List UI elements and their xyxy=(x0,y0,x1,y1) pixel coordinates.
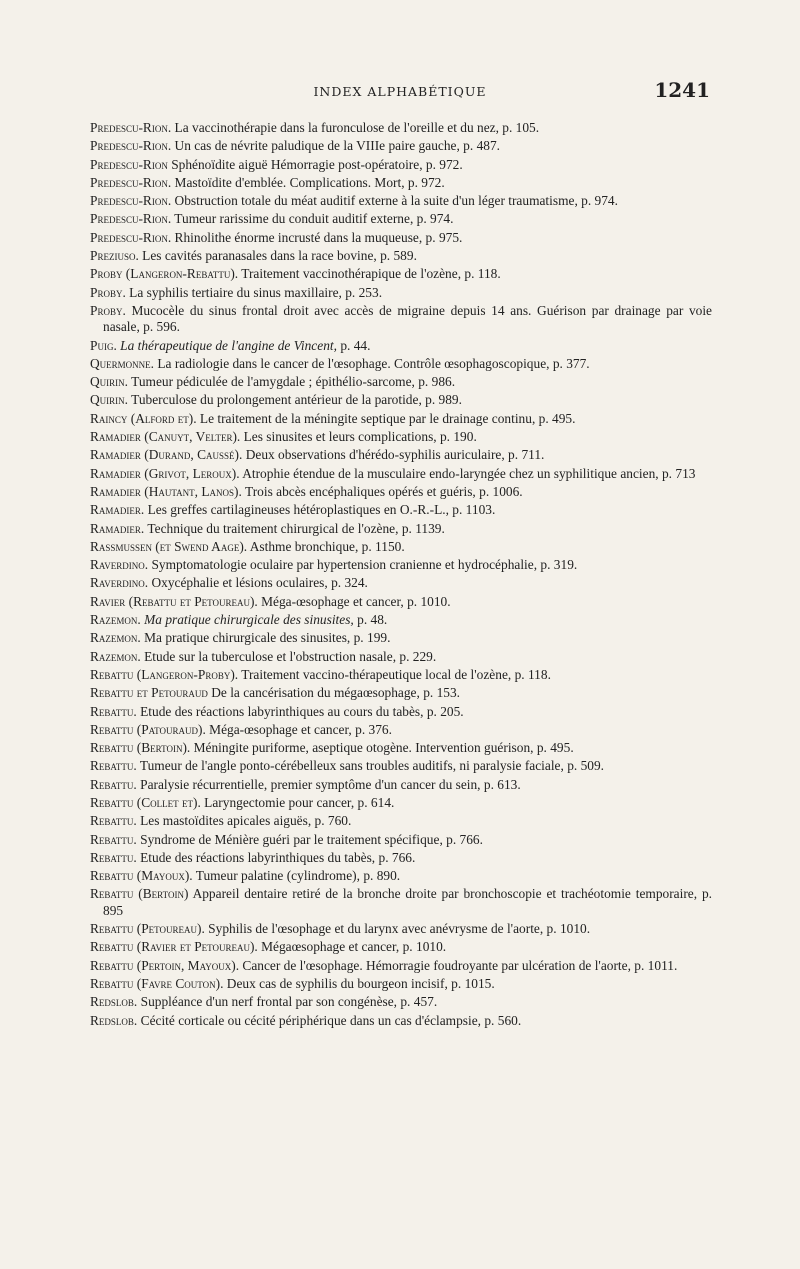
entry-author: Quirin. xyxy=(90,374,129,390)
entry-author: Raverdino. xyxy=(90,575,149,591)
entry-author: Rebattu (Favre Couton). xyxy=(90,975,224,991)
index-entry xyxy=(90,120,712,136)
entry-author: Rebattu (Mayoux). xyxy=(90,868,193,884)
entry-author: Predescu-Rion. xyxy=(90,120,172,135)
entry-author: Razemon. xyxy=(90,630,141,646)
entry-author: Proby. xyxy=(90,302,126,318)
entry-author: Ramadier. xyxy=(90,520,145,536)
entry-text: Un cas de névrite paludique de la VIIIe paire gauche, p. 487. xyxy=(171,138,500,154)
index-entry xyxy=(90,374,712,390)
entry-author: Rebattu (Ravier et Petoureau). xyxy=(90,939,258,955)
entry-text: Appareil dentaire retiré de la bronche droite par bronchoscopie et trachéotomie temporaire, p. 895 xyxy=(103,886,712,918)
entry-author: Puig. xyxy=(90,337,117,353)
entry-text: Cécité corticale ou cécité périphérique dans un cas d'éclampsie, p. 560. xyxy=(137,1012,522,1028)
entry-text: Syphilis de l'œsophage et du larynx avec anévrysme de l'aorte, p. 1010. xyxy=(204,921,591,937)
entry-text: Sphénoïdite aiguë Hémorragie post-opératoire, p. 972. xyxy=(167,156,463,172)
entry-text: Méga-œsophage et cancer, p. 1010. xyxy=(257,593,451,609)
running-head: INDEX ALPHABÉTIQUE xyxy=(313,84,487,99)
entry-author: Rassmussen (et Swend Aage). xyxy=(90,538,248,554)
index-entry xyxy=(90,193,712,209)
index-entry xyxy=(90,502,712,518)
entry-text: La radiologie dans le cancer de l'œsophage. Contrôle œsophagoscopique, p. 377. xyxy=(154,355,590,371)
entry-text: Deux cas de syphilis du bourgeon incisif, p. 1015. xyxy=(223,975,495,991)
index-entry xyxy=(90,939,712,955)
index-entry xyxy=(90,447,712,463)
entry-author: Raverdino. xyxy=(90,557,149,573)
entry-author: Rebattu. xyxy=(90,758,137,774)
entry-text: Les greffes cartilagineuses hétéroplastiques en O.-R.-L., p. 1103. xyxy=(144,502,496,518)
index-entry xyxy=(90,704,712,720)
entry-author: Rebattu (Pertoin, Mayoux). xyxy=(90,957,240,973)
index-entry xyxy=(90,429,712,445)
entry-author: Predescu-Rion. xyxy=(90,138,172,154)
index-entry xyxy=(90,795,712,811)
entry-author: Rebattu. xyxy=(90,703,137,719)
entry-text: Tumeur rarissime du conduit auditif externe, p. 974. xyxy=(171,211,454,227)
entry-text: Tumeur palatine (cylindrome), p. 890. xyxy=(192,868,401,884)
index-entry xyxy=(90,868,712,884)
index-entry xyxy=(90,1013,712,1029)
entry-author: Rebattu et Petouraud xyxy=(90,685,208,701)
index-entry xyxy=(90,976,712,992)
index-entry xyxy=(90,958,712,974)
entry-author: Ramadier (Grivot, Leroux). xyxy=(90,465,240,481)
index-entries xyxy=(90,120,712,1031)
entry-author: Redslob. xyxy=(90,1012,138,1028)
index-entry xyxy=(90,356,712,372)
entry-title-italic: La thérapeutique de l'angine de Vincent, xyxy=(116,337,337,353)
entry-text: Tuberculose du prolongement antérieur de la parotide, p. 989. xyxy=(128,392,462,408)
index-entry xyxy=(90,230,712,246)
entry-text: Etude sur la tuberculose et l'obstruction nasale, p. 229. xyxy=(140,648,437,664)
index-entry xyxy=(90,886,712,919)
entry-text: Etude des réactions labyrinthiques au cours du tabès, p. 205. xyxy=(136,703,464,719)
entry-author: Rebattu. xyxy=(90,776,137,792)
entry-text: Mucocèle du sinus frontal droit avec accès de migraine depuis 14 ans. Guérison par drainage par voie nasale, p. 596. xyxy=(103,302,712,335)
entry-text: Les sinusites et leurs complications, p. 190. xyxy=(240,429,477,445)
entry-author: Proby. xyxy=(90,284,126,300)
entry-text: De la cancérisation du mégaœsophage, p. 153. xyxy=(207,685,461,701)
entry-text: Suppléance d'un nerf frontal par son congénèse, p. 457. xyxy=(137,994,438,1010)
entry-author: Rebattu (Langeron-Proby). xyxy=(90,666,239,682)
entry-text: Mastoïdite d'emblée. Complications. Mort, p. 972. xyxy=(171,174,445,190)
index-entry xyxy=(90,740,712,756)
entry-text: Méningite puriforme, aseptique otogène. Intervention guérison, p. 495. xyxy=(190,740,574,756)
entry-text: Méga-œsophage et cancer, p. 376. xyxy=(205,721,392,737)
entry-title-italic: Ma pratique chirurgicale des sinusites, xyxy=(140,612,354,628)
entry-author: Rebattu (Bertoin). xyxy=(90,740,191,756)
index-entry xyxy=(90,411,712,427)
index-entry xyxy=(90,685,712,701)
entry-author: Rebattu (Petoureau). xyxy=(90,921,205,937)
index-entry xyxy=(90,157,712,173)
entry-author: Predescu-Rion. xyxy=(90,229,172,245)
index-entry xyxy=(90,575,712,591)
entry-text: Tumeur pédiculée de l'amygdale ; épithélio-sarcome, p. 986. xyxy=(128,374,456,390)
entry-text: Paralysie récurrentielle, premier symptôme d'un cancer du sein, p. 613. xyxy=(136,776,521,792)
entry-author: Raincy (Alford et). xyxy=(90,410,197,426)
index-entry xyxy=(90,850,712,866)
entry-text: Symptomatologie oculaire par hypertension cranienne et hydrocéphalie, p. 319. xyxy=(148,557,578,573)
entry-author: Quirin. xyxy=(90,392,129,408)
entry-text: Les cavités paranasales dans la race bovine, p. 589. xyxy=(138,248,417,264)
entry-text: Etude des réactions labyrinthiques du tabès, p. 766. xyxy=(136,849,416,865)
entry-text: La syphilis tertiaire du sinus maxillaire, p. 253. xyxy=(125,284,383,300)
index-entry xyxy=(90,539,712,555)
entry-author: Redslob. xyxy=(90,994,138,1010)
index-entry xyxy=(90,338,712,354)
entry-text: p. 48. xyxy=(353,612,388,628)
index-entry xyxy=(90,630,712,646)
entry-text: Atrophie étendue de la musculaire endo-laryngée chez un syphilitique ancien, p. 713 xyxy=(239,465,696,481)
index-entry xyxy=(90,266,712,282)
entry-author: Predescu-Rion xyxy=(90,156,168,172)
entry-author: Razemon. xyxy=(90,648,141,664)
entry-text: Les mastoïdites apicales aiguës, p. 760. xyxy=(136,813,352,829)
page-header xyxy=(90,78,710,108)
entry-author: Razemon. xyxy=(90,612,141,628)
entry-text: Laryngectomie pour cancer, p. 614. xyxy=(200,794,395,810)
entry-text: Oxycéphalie et lésions oculaires, p. 324. xyxy=(148,575,368,591)
index-entry xyxy=(90,758,712,774)
entry-text: Syndrome de Ménière guéri par le traitement spécifique, p. 766. xyxy=(136,831,483,847)
index-entry xyxy=(90,392,712,408)
entry-text: p. 44. xyxy=(336,337,371,353)
entry-author: Predescu-Rion. xyxy=(90,174,172,190)
entry-author: Rebattu. xyxy=(90,831,137,847)
entry-author: Rebattu (Bertoin) xyxy=(90,886,189,902)
index-entry xyxy=(90,484,712,500)
entry-text: Ma pratique chirurgicale des sinusites, p. 199. xyxy=(140,630,391,646)
entry-text: Trois abcès encéphaliques opérés et guéris, p. 1006. xyxy=(241,483,523,499)
entry-text: Rhinolithe énorme incrusté dans la muqueuse, p. 975. xyxy=(171,229,463,245)
entry-author: Rebattu. xyxy=(90,849,137,865)
index-entry xyxy=(90,466,712,482)
index-entry xyxy=(90,285,712,301)
entry-author: Quermonne. xyxy=(90,355,155,371)
entry-author: Ravier (Rebattu et Petoureau). xyxy=(90,593,258,609)
entry-text: La vaccinothérapie dans la furonculose de l'oreille et du nez, p. 105. xyxy=(171,120,540,135)
page-number: 1241 xyxy=(654,78,710,102)
index-entry xyxy=(90,667,712,683)
entry-author: Ramadier. xyxy=(90,502,145,518)
index-entry xyxy=(90,303,712,336)
index-entry xyxy=(90,777,712,793)
entry-author: Predescu-Rion. xyxy=(90,211,172,227)
index-entry xyxy=(90,138,712,154)
entry-text: Asthme bronchique, p. 1150. xyxy=(247,538,405,554)
entry-author: Ramadier (Durand, Caussé). xyxy=(90,447,243,463)
entry-author: Rebattu. xyxy=(90,813,137,829)
entry-text: Deux observations d'hérédo-syphilis auriculaire, p. 711. xyxy=(242,447,545,463)
entry-text: Tumeur de l'angle ponto-cérébelleux sans troubles auditifs, ni paralysie faciale, p. 509. xyxy=(136,758,605,774)
index-entry xyxy=(90,994,712,1010)
entry-author: Preziuso. xyxy=(90,248,139,264)
entry-text: Le traitement de la méningite septique par le drainage continu, p. 495. xyxy=(196,410,576,426)
entry-author: Proby (Langeron-Rebattu). xyxy=(90,266,239,282)
index-entry xyxy=(90,211,712,227)
index-entry xyxy=(90,832,712,848)
index-entry xyxy=(90,521,712,537)
entry-author: Predescu-Rion. xyxy=(90,193,172,209)
entry-author: Ramadier (Hautant, Lanos). xyxy=(90,483,242,499)
entry-text: Technique du traitement chirurgical de l'ozène, p. 1139. xyxy=(144,520,445,536)
index-entry xyxy=(90,612,712,628)
entry-author: Ramadier (Canuyt, Velter). xyxy=(90,429,241,445)
index-entry xyxy=(90,175,712,191)
entry-text: Traitement vaccinothérapique de l'ozène, p. 118. xyxy=(238,266,501,282)
index-entry xyxy=(90,594,712,610)
index-entry xyxy=(90,813,712,829)
entry-text: Mégaœsophage et cancer, p. 1010. xyxy=(257,939,447,955)
index-entry xyxy=(90,248,712,264)
index-entry xyxy=(90,557,712,573)
entry-author: Rebattu (Patouraud). xyxy=(90,721,206,737)
index-entry xyxy=(90,722,712,738)
entry-text: Obstruction totale du méat auditif externe à la suite d'un léger traumatisme, p. 974. xyxy=(171,193,618,209)
index-entry xyxy=(90,921,712,937)
entry-author: Rebattu (Collet et). xyxy=(90,794,201,810)
entry-text: Cancer de l'œsophage. Hémorragie foudroyante par ulcération de l'aorte, p. 1011. xyxy=(239,957,678,973)
entry-text: Traitement vaccino-thérapeutique local de l'ozène, p. 118. xyxy=(238,666,551,682)
index-entry xyxy=(90,649,712,665)
